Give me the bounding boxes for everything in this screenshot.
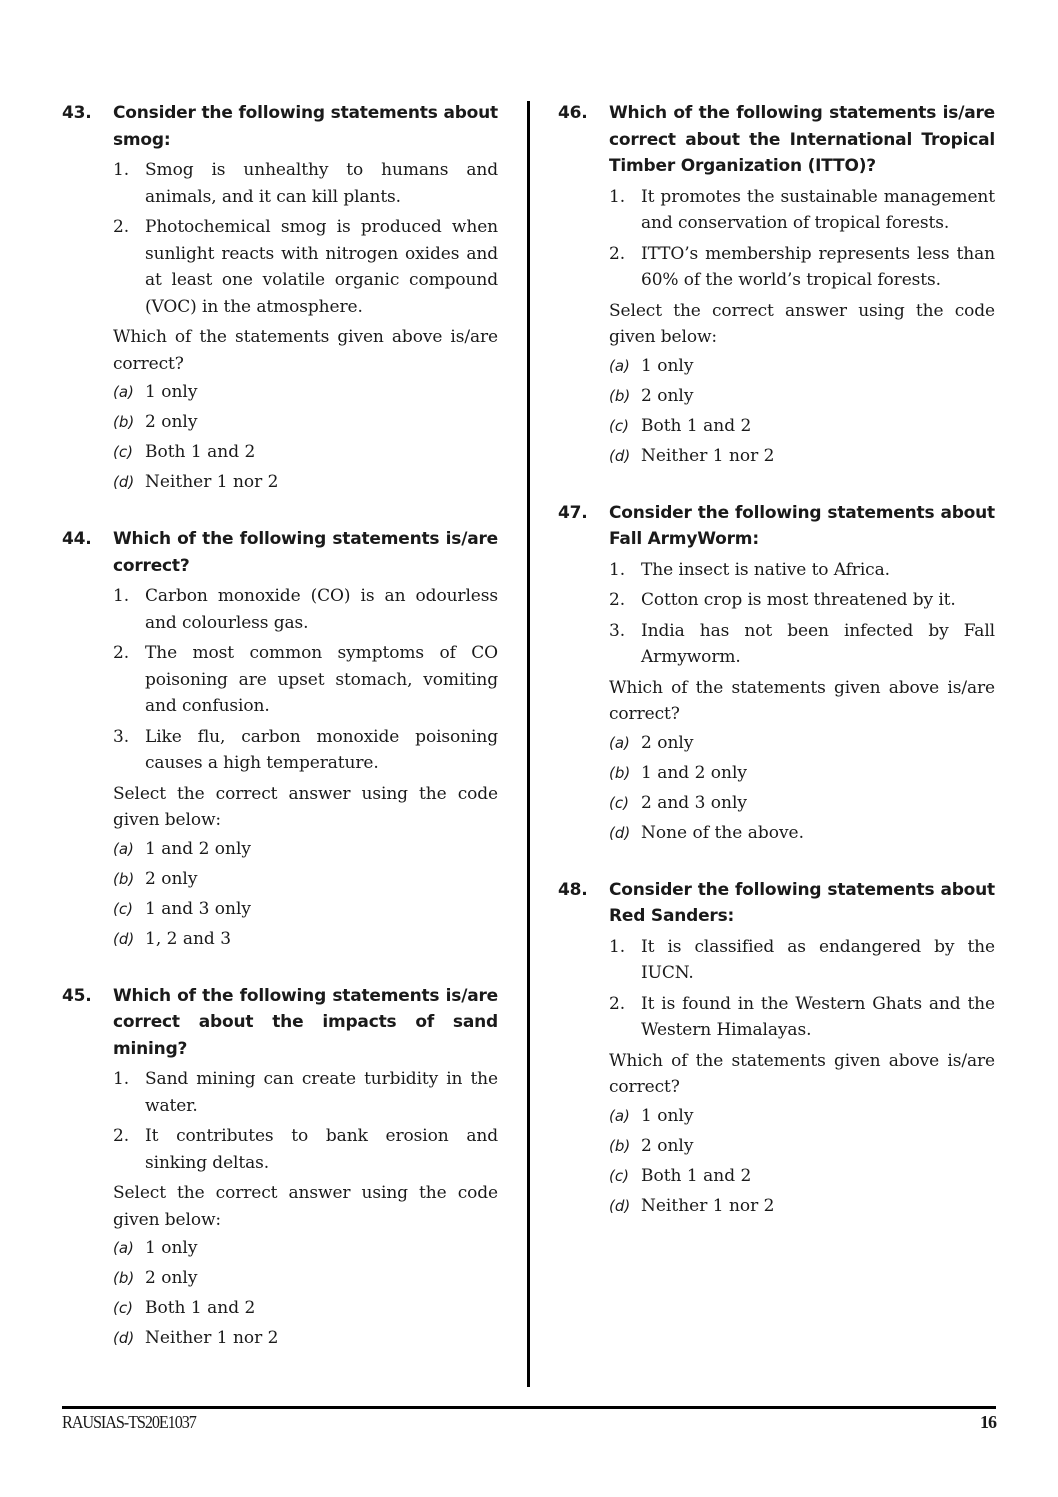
statement xyxy=(113,724,498,777)
statement-list xyxy=(609,184,995,294)
option-text: Neither 1 nor 2 xyxy=(641,445,775,466)
option-label: (c) xyxy=(609,1166,629,1185)
statement-number: 2. xyxy=(609,243,626,264)
question-body xyxy=(558,557,995,848)
column-divider xyxy=(527,101,530,1387)
option-label: (b) xyxy=(609,386,631,405)
option-b[interactable] xyxy=(609,1131,995,1161)
statement xyxy=(609,557,995,584)
option-c[interactable] xyxy=(609,411,995,441)
option-d[interactable] xyxy=(609,1191,995,1221)
statement xyxy=(609,241,995,294)
statement-list xyxy=(609,557,995,671)
statement xyxy=(609,934,995,987)
option-text: 2 only xyxy=(145,412,198,432)
option-label: (a) xyxy=(113,383,134,401)
option-text: Both 1 and 2 xyxy=(641,1165,752,1186)
statement-text: Sand mining can create turbidity in the water. xyxy=(145,1069,498,1116)
statement xyxy=(609,587,995,614)
paper-code: RAUSIAS-TS20E1037 xyxy=(62,1412,196,1432)
statement-number: 2. xyxy=(113,217,130,237)
question-header xyxy=(558,877,995,930)
question-44 xyxy=(62,526,498,954)
statement-number: 2. xyxy=(609,590,626,610)
statement-text: Carbon monoxide (CO) is an odourless and colourless gas. xyxy=(145,586,498,633)
question-text: Consider the following statements about Red Sanders: xyxy=(609,879,995,926)
option-label: (a) xyxy=(609,356,630,375)
question-prompt: Select the correct answer using the code given below: xyxy=(113,1183,498,1230)
statement-number: 1. xyxy=(609,186,626,207)
option-list xyxy=(609,351,995,471)
statement-number: 1. xyxy=(113,586,130,606)
statement-number: 1. xyxy=(609,936,626,957)
question-45 xyxy=(62,983,498,1354)
option-label: (a) xyxy=(113,839,134,858)
statement-text: ITTO’s membership represents less than 60% of the world’s tropical forests. xyxy=(641,243,995,290)
option-label: (c) xyxy=(113,1299,133,1317)
option-d[interactable] xyxy=(113,467,498,497)
option-c[interactable] xyxy=(113,437,498,467)
question-43 xyxy=(62,100,498,497)
question-body xyxy=(62,1066,498,1353)
statement-list xyxy=(113,157,498,320)
question-body xyxy=(62,583,498,954)
statement-text: Cotton crop is most threatened by it. xyxy=(641,590,956,610)
statement-number: 2. xyxy=(113,643,130,663)
option-label: (c) xyxy=(113,899,133,918)
statement-text: It contributes to bank erosion and sinking deltas. xyxy=(145,1126,498,1173)
option-c[interactable] xyxy=(609,788,995,818)
question-number: 46. xyxy=(558,103,588,123)
statement-text: The most common symptoms of CO poisoning are upset stomach, vomiting and confusion. xyxy=(145,643,498,716)
option-text: Both 1 and 2 xyxy=(145,1298,256,1318)
statement-list xyxy=(113,1066,498,1176)
option-a[interactable] xyxy=(609,728,995,758)
question-48 xyxy=(558,877,995,1221)
option-label: (d) xyxy=(609,823,631,842)
option-label: (a) xyxy=(113,1239,134,1257)
option-label: (d) xyxy=(113,473,135,491)
statement-text: Smog is unhealthy to humans and animals, and it can kill plants. xyxy=(145,160,498,207)
option-list xyxy=(113,834,498,954)
option-a[interactable] xyxy=(113,834,498,864)
option-text: 1 and 2 only xyxy=(145,838,252,859)
option-text: None of the above. xyxy=(641,822,805,843)
option-c[interactable] xyxy=(609,1161,995,1191)
option-text: Both 1 and 2 xyxy=(145,442,256,462)
question-46 xyxy=(558,100,995,471)
option-label: (b) xyxy=(609,1136,631,1155)
option-label: (b) xyxy=(113,413,135,431)
option-b[interactable] xyxy=(113,864,498,894)
question-prompt: Which of the statements given above is/are correct? xyxy=(609,677,995,724)
option-b[interactable] xyxy=(113,1263,498,1293)
option-text: 1 and 2 only xyxy=(641,762,748,783)
statement-text: The insect is native to Africa. xyxy=(641,559,890,580)
option-c[interactable] xyxy=(113,894,498,924)
option-list xyxy=(113,377,498,497)
question-body xyxy=(558,934,995,1221)
left-column xyxy=(62,100,498,1353)
option-a[interactable] xyxy=(609,1101,995,1131)
statement-number: 1. xyxy=(113,160,130,180)
question-text: Consider the following statements about Fall ArmyWorm: xyxy=(609,502,995,549)
option-text: 2 only xyxy=(145,868,198,889)
option-label: (a) xyxy=(609,1106,630,1125)
statement xyxy=(113,583,498,636)
statement xyxy=(113,214,498,320)
question-text: Consider the following statements about smog: xyxy=(113,103,498,150)
question-prompt: Select the correct answer using the code given below: xyxy=(609,300,995,347)
question-text: Which of the following statements is/are correct? xyxy=(113,529,498,576)
option-label: (d) xyxy=(609,1196,631,1215)
question-header xyxy=(62,526,498,579)
statement-text: It is found in the Western Ghats and the Western Himalayas. xyxy=(641,993,995,1040)
option-c[interactable] xyxy=(113,1293,498,1323)
option-list xyxy=(609,1101,995,1221)
question-prompt: Select the correct answer using the code given below: xyxy=(113,783,498,830)
question-header xyxy=(558,100,995,180)
statement xyxy=(113,1123,498,1176)
option-text: 2 only xyxy=(641,732,694,753)
option-d[interactable] xyxy=(609,441,995,471)
statement xyxy=(113,1066,498,1119)
question-text: Which of the following statements is/are correct about the International Tropical Timber Organization (ITTO)? xyxy=(609,103,995,176)
statement xyxy=(609,184,995,237)
statement-text: India has not been infected by Fall Armyworm. xyxy=(641,620,995,667)
option-text: Neither 1 nor 2 xyxy=(145,472,279,492)
question-number: 43. xyxy=(62,103,92,123)
question-prompt: Which of the statements given above is/are correct? xyxy=(113,327,498,374)
statement-list xyxy=(113,583,498,777)
statement-number: 2. xyxy=(113,1126,130,1146)
question-body xyxy=(62,157,498,497)
option-text: Neither 1 nor 2 xyxy=(641,1195,775,1216)
statement-number: 1. xyxy=(609,559,626,580)
option-b[interactable] xyxy=(609,758,995,788)
option-text: 2 only xyxy=(641,385,694,406)
question-header xyxy=(558,500,995,553)
question-text: Which of the following statements is/are correct about the impacts of sand mining? xyxy=(113,985,498,1059)
option-d[interactable] xyxy=(113,924,498,954)
statement-text: Like flu, carbon monoxide poisoning causes a high temperature. xyxy=(145,726,498,773)
statement-list xyxy=(609,934,995,1044)
option-text: 1 only xyxy=(641,355,694,376)
statement-number: 3. xyxy=(609,620,626,641)
option-text: 1 and 3 only xyxy=(145,898,252,919)
option-a[interactable] xyxy=(113,377,498,407)
option-label: (c) xyxy=(609,793,629,812)
option-b[interactable] xyxy=(609,381,995,411)
statement-text: It is classified as endangered by the IUCN. xyxy=(641,936,995,983)
statement-text: Photochemical smog is produced when sunlight reacts with nitrogen oxides and at least one volatile organic compound (VOC) in the atmosphere. xyxy=(145,217,498,317)
option-text: 2 and 3 only xyxy=(641,792,748,813)
option-text: 1 only xyxy=(145,382,198,402)
option-text: Both 1 and 2 xyxy=(641,415,752,436)
question-header xyxy=(62,983,498,1063)
option-a[interactable] xyxy=(609,351,995,381)
option-text: 1, 2 and 3 xyxy=(145,928,232,949)
question-number: 48. xyxy=(558,879,588,900)
option-label: (b) xyxy=(609,763,631,782)
right-column xyxy=(558,100,995,1221)
statement xyxy=(609,991,995,1044)
option-label: (d) xyxy=(113,1329,135,1347)
page-number: 16 xyxy=(980,1412,996,1432)
option-text: 2 only xyxy=(145,1268,198,1288)
option-b[interactable] xyxy=(113,407,498,437)
option-text: 2 only xyxy=(641,1135,694,1156)
statement xyxy=(113,157,498,210)
question-prompt: Which of the statements given above is/are correct? xyxy=(609,1050,995,1097)
question-body xyxy=(558,184,995,471)
option-label: (d) xyxy=(609,446,631,465)
statement-number: 3. xyxy=(113,726,130,747)
option-list xyxy=(113,1233,498,1353)
option-a[interactable] xyxy=(113,1233,498,1263)
option-label: (c) xyxy=(113,443,133,461)
option-text: 1 only xyxy=(145,1238,198,1258)
option-d[interactable] xyxy=(113,1323,498,1353)
statement xyxy=(113,640,498,720)
footer-rule xyxy=(62,1406,996,1409)
question-header xyxy=(62,100,498,153)
option-label: (c) xyxy=(609,416,629,435)
question-number: 47. xyxy=(558,502,588,523)
question-47 xyxy=(558,500,995,848)
statement xyxy=(609,618,995,671)
question-number: 45. xyxy=(62,985,92,1006)
option-label: (b) xyxy=(113,1269,135,1287)
question-number: 44. xyxy=(62,529,92,549)
option-label: (b) xyxy=(113,869,135,888)
option-text: 1 only xyxy=(641,1105,694,1126)
statement-number: 2. xyxy=(609,993,626,1014)
statement-number: 1. xyxy=(113,1069,130,1089)
option-list xyxy=(609,728,995,848)
option-label: (d) xyxy=(113,929,135,948)
option-d[interactable] xyxy=(609,818,995,848)
statement-text: It promotes the sustainable management and conservation of tropical forests. xyxy=(641,186,995,233)
option-label: (a) xyxy=(609,733,630,752)
option-text: Neither 1 nor 2 xyxy=(145,1328,279,1348)
